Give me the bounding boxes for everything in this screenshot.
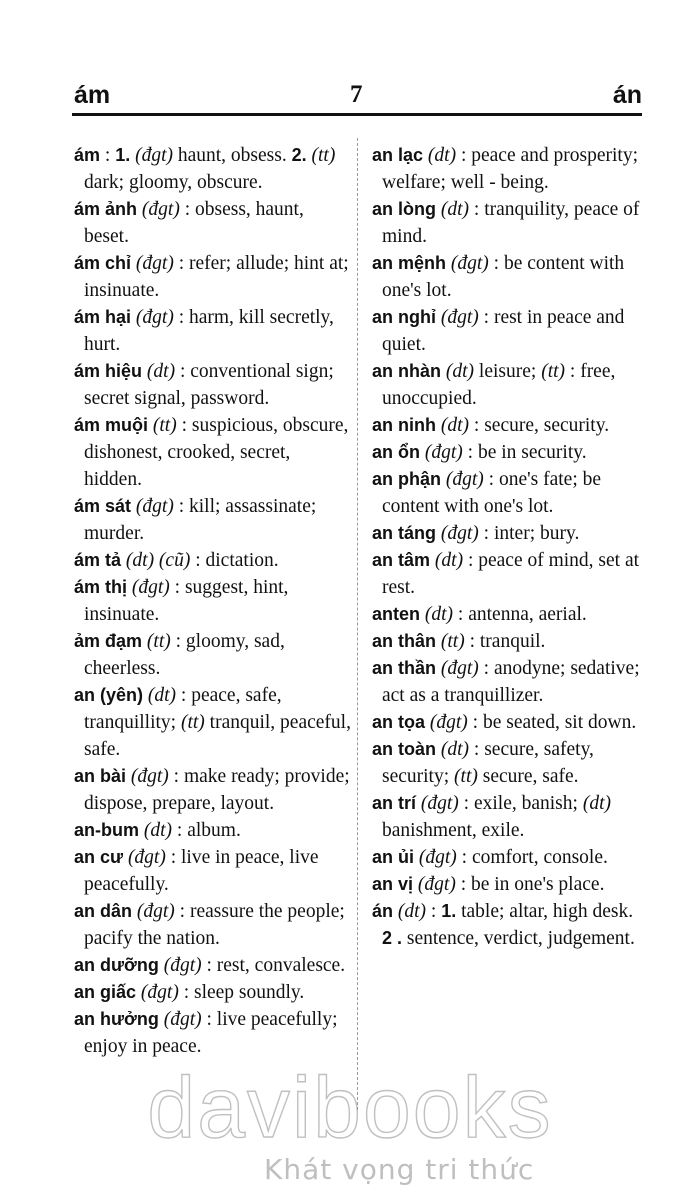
part-of-speech: (dt) [582,793,611,814]
part-of-speech: (đgt) [450,253,489,274]
entry-headword: ám chỉ [74,253,132,273]
entry-headword: an ủi [372,847,415,867]
dictionary-entry [74,952,352,979]
entry-headword: ám [74,145,101,165]
definition-text: : album. [172,820,241,841]
entry-headword: an dưỡng [74,955,159,975]
entry-headword: an dân [74,901,133,921]
dictionary-entry [74,979,352,1006]
part-of-speech: (đgt) [429,712,468,733]
dictionary-entry [74,817,352,844]
part-of-speech: (tt) [311,145,336,166]
dictionary-entry [372,520,644,547]
entry-headword: an nhàn [372,361,442,381]
definition-text: dark; gloomy, obscure. [84,172,263,193]
definition-text: : [100,145,116,166]
part-of-speech: (đgt) [135,145,173,166]
dictionary-entry [372,466,644,520]
dictionary-entry [372,736,644,790]
entry-headword: ám tả [74,550,122,570]
page-header [74,78,642,112]
part-of-speech: (tt) [454,766,478,787]
sense-number: 1. [441,901,457,921]
definition-text: : exile, banish; [458,793,583,814]
dictionary-entry [372,790,644,844]
definition-text: : peace of mind, set at rest. [382,550,640,598]
dictionary-entry [372,412,644,439]
dictionary-entry [74,682,352,763]
definition-text: : [426,901,442,922]
dictionary-entry [372,142,644,196]
definition-text: secure, safe. [477,766,579,787]
definition-text: : anodyne; sedative; act as a tranquillizer. [382,658,640,706]
dictionary-entry [372,898,644,952]
dictionary-entry [74,358,352,412]
part-of-speech: (đgt) [418,847,457,868]
definition-text: : rest in peace and quiet. [382,307,625,355]
part-of-speech: (đgt) [163,955,202,976]
right-column [372,142,644,952]
definition-text: : refer; allude; hint at; insinuate. [84,253,349,301]
definition-text: banishment, exile. [382,820,525,841]
part-of-speech: (đgt) [140,982,179,1003]
sense-number: 2. [291,145,307,165]
sense-number: 2 . [382,928,403,948]
dictionary-entry [372,844,644,871]
part-of-speech: (dt) [440,739,470,760]
entry-headword: an vị [372,874,414,894]
entry-headword: ám hại [74,307,132,327]
part-of-speech: (dt) [427,145,457,166]
entry-headword: an lòng [372,199,436,219]
dictionary-entry [372,358,644,412]
entry-headword: ám ảnh [74,199,138,219]
entry-headword: an thân [372,631,437,651]
definition-text: : reassure the people; pacify the nation. [84,901,345,949]
dictionary-entry [372,601,644,628]
definition-text: : make ready; provide; dispose, prepare, layout. [84,766,350,814]
definition-text: leisure; [474,361,542,382]
entry-headword: an lạc [372,145,424,165]
entry-headword: an trí [372,793,417,813]
header-first-word: ám [74,81,111,109]
part-of-speech: (dt) [143,820,173,841]
part-of-speech: (dt) [440,199,470,220]
part-of-speech: (tt) [541,361,566,382]
watermark-logo: davibooks [147,1060,553,1156]
entry-headword: an tọa [372,712,426,732]
dictionary-entry [74,1006,352,1060]
part-of-speech: (đgt) [127,847,166,868]
page-number: 7 [350,81,363,108]
definition-text: : rest, convalesce. [201,955,346,976]
dictionary-entry [74,574,352,628]
dictionary-entry [372,547,644,601]
entry-headword: an toàn [372,739,437,759]
part-of-speech: (dt) [424,604,454,625]
part-of-speech: (dt) (cũ) [125,550,191,571]
definition-text: tranquil, peaceful, safe. [84,712,351,760]
entry-headword: ám muội [74,415,149,435]
entry-headword: an ổn [372,442,420,462]
entry-headword: ảm đạm [74,631,143,651]
entry-headword: an phận [372,469,442,489]
definition-text: : obsess, haunt, beset. [84,199,304,247]
entry-headword: an ninh [372,415,436,435]
definition-text: : dictation. [190,550,279,571]
dictionary-entry [372,655,644,709]
watermark-tagline: Khát vọng tri thức [264,1153,535,1186]
part-of-speech: (dt) [445,361,475,382]
dictionary-entry [74,763,352,817]
entry-headword: an cư [74,847,124,867]
sense-number: 1. [115,145,131,165]
dictionary-entry [372,871,644,898]
entry-headword: an (yên) [74,685,144,705]
entry-headword: anten [372,604,421,624]
part-of-speech: (đgt) [440,307,479,328]
part-of-speech: (đgt) [131,577,170,598]
part-of-speech: (đgt) [440,523,479,544]
left-column [74,142,352,1060]
part-of-speech: (tt) [440,631,465,652]
definition-text: : tranquility, peace of mind. [382,199,640,247]
header-last-word: án [612,81,642,109]
part-of-speech: (tt) [180,712,205,733]
entry-headword: an hưởng [74,1009,159,1029]
watermark [0,1060,700,1186]
definition-text: : be seated, sit down. [467,712,637,733]
part-of-speech: (dt) [440,415,470,436]
entry-headword: an nghỉ [372,307,436,327]
entry-headword: ám thị [74,577,128,597]
dictionary-entry [372,628,644,655]
part-of-speech: (dt) [434,550,464,571]
definition-text: : comfort, console. [456,847,608,868]
part-of-speech: (dt) [147,685,177,706]
part-of-speech: (đgt) [417,874,456,895]
dictionary-entry [74,898,352,952]
definition-text: : kill; assassinate; murder. [84,496,317,544]
part-of-speech: (đgt) [141,199,180,220]
dictionary-entry [74,304,352,358]
definition-text: : suggest, hint, insinuate. [84,577,289,625]
definition-text: sentence, verdict, judgement. [402,928,635,949]
dictionary-entry [372,196,644,250]
part-of-speech: (đgt) [440,658,479,679]
definition-text: : live peacefully; enjoy in peace. [84,1009,338,1057]
entry-headword: an-bum [74,820,139,840]
dictionary-entry [74,844,352,898]
part-of-speech: (đgt) [136,901,175,922]
definition-text: : antenna, aerial. [453,604,587,625]
part-of-speech: (đgt) [420,793,459,814]
dictionary-entry [74,628,352,682]
dictionary-entry [372,709,644,736]
entry-headword: an tâm [372,550,431,570]
definition-text: : inter; bury. [478,523,580,544]
dictionary-entry [74,493,352,547]
part-of-speech: (tt) [152,415,177,436]
entry-headword: an táng [372,523,437,543]
dictionary-entry [74,142,352,196]
part-of-speech: (đgt) [163,1009,202,1030]
definition-text: table; altar, high desk. [456,901,634,922]
definition-text: : harm, kill secretly, hurt. [84,307,334,355]
dictionary-entry [74,412,352,493]
part-of-speech: (đgt) [445,469,484,490]
definition-text: : peace and prosperity; welfare; well - being. [382,145,638,193]
dictionary-entry [372,439,644,466]
entry-headword: án [372,901,394,921]
header-rule [72,113,642,116]
entry-headword: an giấc [74,982,137,1002]
definition-text: : gloomy, sad, cheerless. [84,631,285,679]
definition-text: : live in peace, live peacefully. [84,847,319,895]
dictionary-entry [74,196,352,250]
dictionary-entry [74,547,352,574]
definition-text: : sleep soundly. [178,982,305,1003]
definition-text: : one's fate; be content with one's lot. [382,469,602,517]
definition-text: : be content with one's lot. [382,253,625,301]
part-of-speech: (tt) [146,631,171,652]
entry-headword: an bài [74,766,127,786]
definition-text: : be in one's place. [455,874,605,895]
part-of-speech: (dt) [397,901,427,922]
part-of-speech: (đgt) [135,496,174,517]
definition-text: : secure, security. [469,415,610,436]
dictionary-entry [372,250,644,304]
definition-text: : secure, safety, security; [382,739,594,787]
entry-headword: ám sát [74,496,132,516]
part-of-speech: (đgt) [135,253,174,274]
entry-headword: an mệnh [372,253,447,273]
entry-headword: an thần [372,658,437,678]
definition-text: : suspicious, obscure, dishonest, crooked, secret, hidden. [84,415,349,490]
entry-headword: ám hiệu [74,361,143,381]
dictionary-entry [372,304,644,358]
definition-text: : free, unoccupied. [382,361,616,409]
part-of-speech: (đgt) [424,442,463,463]
column-divider [357,138,358,1110]
dictionary-entry [74,250,352,304]
definition-text: : peace, safe, tranquillity; [84,685,282,733]
definition-text: haunt, obsess. [172,145,292,166]
definition-text: : be in security. [462,442,587,463]
part-of-speech: (đgt) [130,766,169,787]
definition-text: : conventional sign; secret signal, password. [84,361,334,409]
part-of-speech: (đgt) [135,307,174,328]
part-of-speech: (dt) [146,361,176,382]
definition-text: : tranquil. [464,631,546,652]
